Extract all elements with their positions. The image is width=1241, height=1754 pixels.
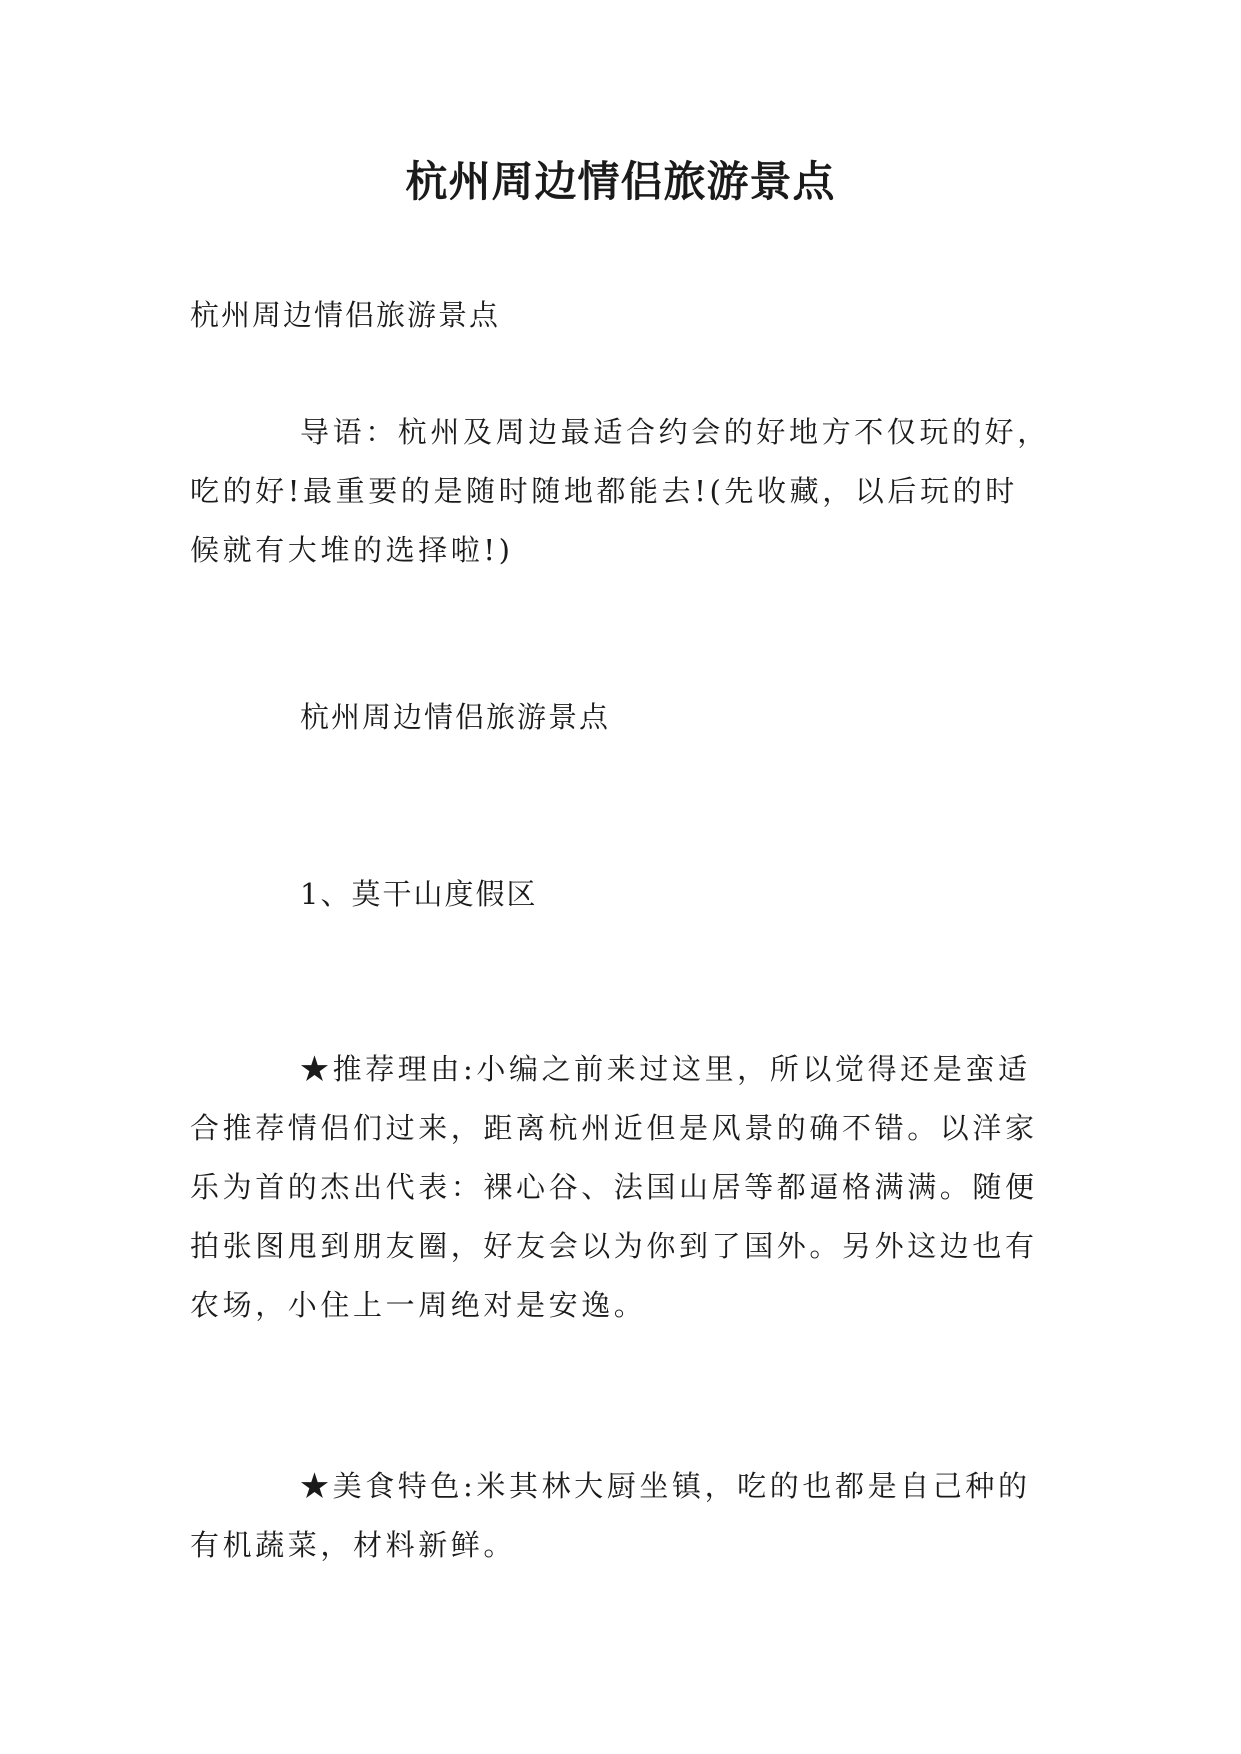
reason-line-5: 农场，小住上一周绝对是安逸。 — [190, 1288, 647, 1322]
reason-line-1: ★推荐理由:小编之前来过这里，所以觉得还是蛮适 — [300, 1052, 1031, 1086]
reason-paragraph — [190, 1040, 1060, 1335]
reason-line-2: 合推荐情侣们过来，距离杭州近但是风景的确不错。以洋家 — [190, 1111, 1038, 1145]
section-heading: 杭州周边情侣旅游景点 — [300, 700, 611, 734]
item-1-heading: 1、莫干山度假区 — [300, 877, 538, 911]
food-paragraph — [190, 1457, 1060, 1575]
document-title: 杭州周边情侣旅游景点 — [405, 157, 836, 206]
reason-line-4: 拍张图甩到朋友圈，好友会以为你到了国外。另外这边也有 — [190, 1229, 1038, 1263]
reason-line-3: 乐为首的杰出代表：裸心谷、法国山居等都逼格满满。随便 — [190, 1170, 1038, 1204]
intro-paragraph — [190, 403, 1060, 580]
intro-line-3: 候就有大堆的选择啦!) — [190, 533, 514, 567]
food-line-1: ★美食特色:米其林大厨坐镇，吃的也都是自己种的 — [300, 1469, 1031, 1503]
document-subtitle: 杭州周边情侣旅游景点 — [190, 298, 501, 332]
food-line-2: 有机蔬菜，材料新鲜。 — [190, 1528, 517, 1562]
intro-line-2: 吃的好!最重要的是随时随地都能去!(先收藏，以后玩的时 — [190, 474, 1018, 508]
intro-line-1: 导语：杭州及周边最适合约会的好地方不仅玩的好， — [300, 415, 1050, 449]
